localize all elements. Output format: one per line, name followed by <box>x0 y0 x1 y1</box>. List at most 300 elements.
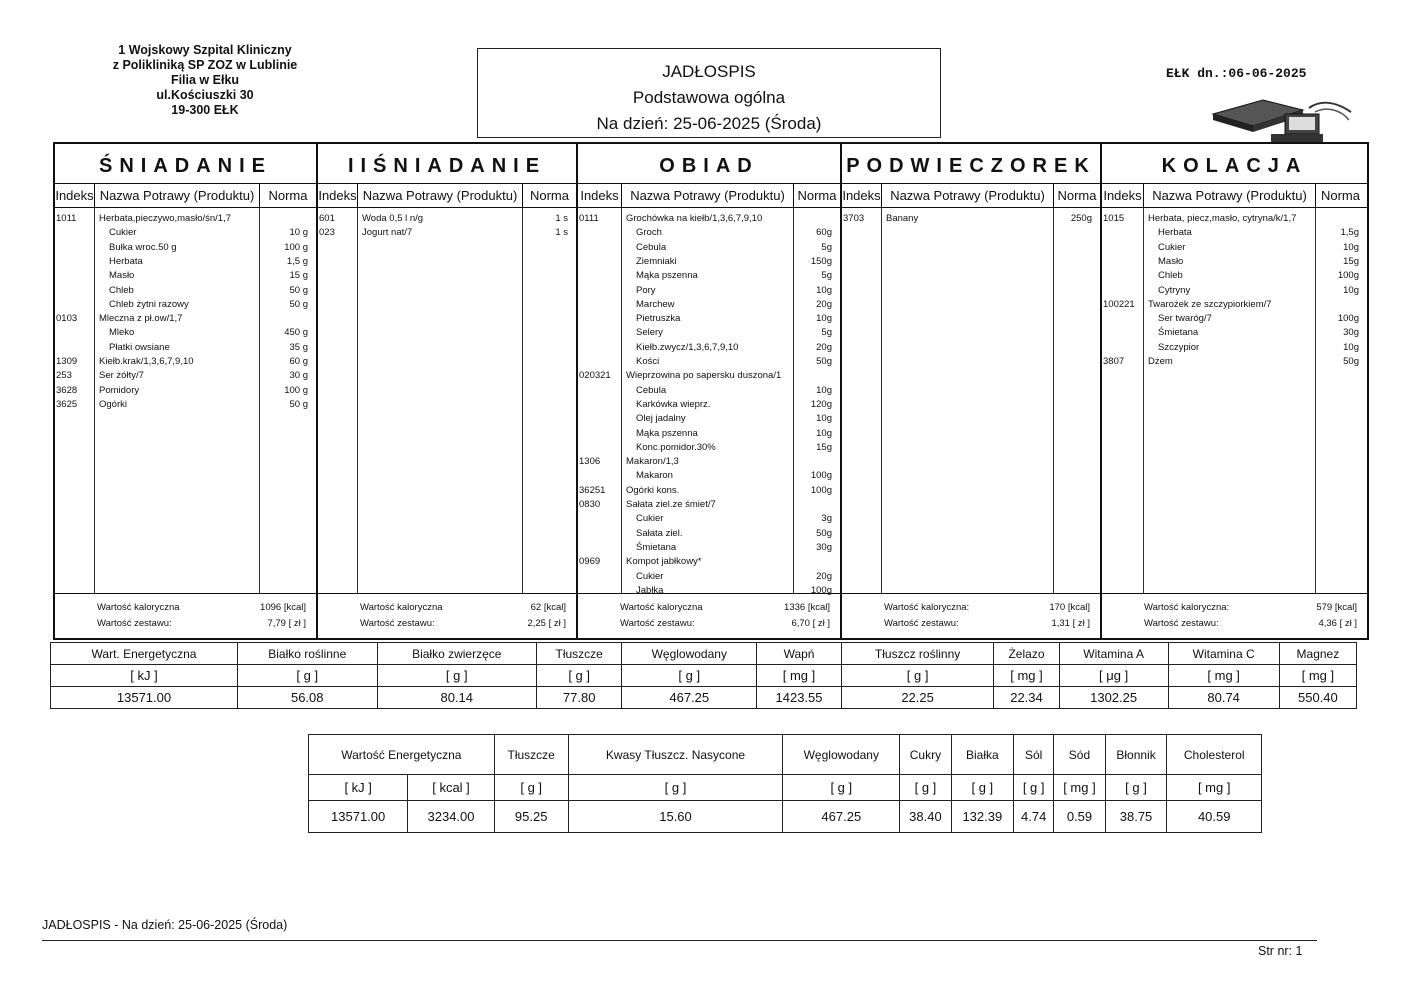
nutrient-unit: [ kJ ] <box>309 775 408 801</box>
nutrient-value: 95.25 <box>494 801 568 833</box>
print-date: EŁK dn.:06-06-2025 <box>1166 66 1307 81</box>
item-norm: 30 g <box>289 370 308 382</box>
nutrient-unit: [ g ] <box>900 775 951 801</box>
nutrient-header: Sód <box>1054 735 1105 775</box>
item-norm: 100g <box>810 584 832 596</box>
header-dish-name: Nazwa Potrawy (Produktu) <box>1144 184 1316 207</box>
header-dish-name: Nazwa Potrawy (Produktu) <box>622 184 794 207</box>
dish-name: Sałata ziel.ze śmiet/7 <box>626 499 716 510</box>
menu-item-row <box>1102 341 1367 355</box>
menu-date: Na dzień: 25-06-2025 (Środa) <box>596 114 822 133</box>
menu-item-row <box>578 427 840 441</box>
item-norm: 250g <box>1070 213 1092 224</box>
dish-name: Jogurt nat/7 <box>362 227 413 239</box>
dish-name: Herbata, piecz,masło, cytryna/k/1,7 <box>1148 213 1297 224</box>
item-norm: 50 g <box>289 298 308 310</box>
meal-items <box>55 208 316 594</box>
menu-item-row <box>55 241 316 255</box>
item-index: 36251 <box>579 484 606 496</box>
item-norm: 120g <box>810 398 832 410</box>
column-headers <box>55 184 316 208</box>
item-norm: 10g <box>1343 241 1359 253</box>
menu-item-row <box>55 384 316 398</box>
item-norm: 20g <box>816 298 832 310</box>
item-norm: 10g <box>1343 341 1359 353</box>
menu-item-row <box>318 226 576 240</box>
ingredient-name: Sałata ziel. <box>636 527 683 539</box>
ingredient-name: Mleko <box>109 327 135 339</box>
meal-column <box>1102 144 1367 638</box>
menu-item-row <box>578 484 840 498</box>
nutrient-unit: [ kJ ] <box>51 665 238 687</box>
nutrient-header: Wapń <box>757 643 842 665</box>
nutrient-header: Witamina C <box>1168 643 1279 665</box>
nutrient-unit: [ g ] <box>783 775 900 801</box>
nutrient-header: Witamina A <box>1059 643 1168 665</box>
ingredient-name: Selery <box>636 327 663 339</box>
ingredient-name: Ziemniaki <box>636 255 677 267</box>
nutrient-value: 4.74 <box>1014 801 1054 833</box>
nutrient-value: 77.80 <box>537 687 622 709</box>
menu-item-row <box>578 369 840 383</box>
meal-summary <box>578 593 840 638</box>
dish-name: Kiełb.krak/1,3,6,7,9,10 <box>99 356 194 367</box>
nutrient-unit: [ kcal ] <box>408 775 494 801</box>
calorie-value: 62 [kcal] <box>530 602 566 613</box>
nutrient-value: 22.25 <box>841 687 993 709</box>
ingredient-name: Chleb <box>109 284 134 296</box>
cost-label: Wartość zestawu: <box>360 618 435 629</box>
calorie-value: 1336 [kcal] <box>784 602 830 613</box>
nutrient-value: 132.39 <box>951 801 1013 833</box>
menu-item-row <box>578 570 840 584</box>
menu-item-row <box>55 269 316 283</box>
item-norm: 10 g <box>289 227 308 239</box>
nutrient-unit: [ g ] <box>622 665 757 687</box>
item-index: 3625 <box>56 398 78 410</box>
ingredient-name: Płatki owsiane <box>109 341 170 353</box>
item-norm: 20g <box>816 570 832 582</box>
menu-item-row <box>55 355 316 369</box>
diet-name: Podstawowa ogólna <box>632 88 786 107</box>
calorie-value: 579 [kcal] <box>1316 602 1357 613</box>
ingredient-name: Jabłka <box>636 584 664 596</box>
ingredient-name: Groch <box>636 227 662 239</box>
menu-item-row <box>55 226 316 240</box>
nutrient-header: Białka <box>951 735 1013 775</box>
meal-column <box>318 144 578 638</box>
nutrient-unit: [ g ] <box>237 665 377 687</box>
hospital-line: z Polikliniką SP ZOZ w Lublinie <box>112 58 298 72</box>
column-headers <box>1102 184 1367 208</box>
page-number: Str nr: 1 <box>1258 944 1303 958</box>
header-dish-name: Nazwa Potrawy (Produktu) <box>882 184 1054 207</box>
dish-name: Ser żółty/7 <box>99 370 144 382</box>
ingredient-name: Masło <box>1158 255 1184 267</box>
nutrient-value: 22.34 <box>994 687 1059 709</box>
ingredient-name: Herbata <box>109 255 143 267</box>
item-norm: 10g <box>1343 284 1359 296</box>
nutrient-unit: [ g ] <box>1105 775 1167 801</box>
cost-value: 4,36 [ zł ] <box>1318 618 1357 629</box>
menu-item-row <box>318 212 576 226</box>
nutrient-unit: [ g ] <box>537 665 622 687</box>
dish-name: Banany <box>886 213 919 224</box>
dish-name: Twarożek ze szczypiorkiem/7 <box>1148 298 1272 310</box>
ingredient-name: Cukier <box>636 570 664 582</box>
item-index: 1015 <box>1103 213 1125 224</box>
dish-name: Herbata,pieczywo,masło/śn/1,7 <box>99 213 232 224</box>
cost-label: Wartość zestawu: <box>1144 618 1219 629</box>
item-index: 601 <box>319 213 335 224</box>
nutrient-value: 0.59 <box>1054 801 1105 833</box>
nutrient-header: Kwasy Tłuszcz. Nasycone <box>568 735 783 775</box>
meal-title: IIŚNIADANIE <box>318 144 576 184</box>
menu-item-row <box>578 326 840 340</box>
header-dish-name: Nazwa Potrawy (Produktu) <box>358 184 523 207</box>
cost-value: 2,25 [ zł ] <box>527 618 566 629</box>
header-dish-name: Nazwa Potrawy (Produktu) <box>95 184 260 207</box>
column-headers <box>578 184 840 208</box>
menu-item-row <box>1102 226 1367 240</box>
hospital-line: 19-300 EŁK <box>171 103 239 117</box>
menu-item-row <box>1102 355 1367 369</box>
meal-title: KOLACJA <box>1102 144 1367 184</box>
nutrient-value: 467.25 <box>783 801 900 833</box>
header-index: Indeks <box>318 184 358 207</box>
ingredient-name: Pietruszka <box>636 313 681 325</box>
menu-item-row <box>578 341 840 355</box>
header-norm: Norma <box>1057 188 1097 203</box>
nutrition-facts-table <box>308 734 1262 833</box>
item-norm: 100g <box>1337 313 1359 325</box>
item-norm: 60 g <box>289 356 308 367</box>
nutrient-unit: [ mg ] <box>757 665 842 687</box>
calorie-value: 170 [kcal] <box>1049 602 1090 613</box>
menu-item-row <box>578 212 840 226</box>
item-norm: 1 s <box>555 213 568 224</box>
ingredient-name: Kiełb.zwycz/1,3,6,7,9,10 <box>636 341 739 353</box>
menu-item-row <box>578 412 840 426</box>
item-norm: 15 g <box>289 270 308 282</box>
item-index: 0830 <box>579 499 601 510</box>
menu-item-row <box>55 212 316 226</box>
nutrient-unit: [ mg ] <box>1167 775 1262 801</box>
hospital-line: Filia w Ełku <box>170 73 240 87</box>
item-norm: 10g <box>816 284 832 296</box>
cost-label: Wartość zestawu: <box>620 618 695 629</box>
meal-summary <box>842 593 1100 638</box>
item-norm: 100g <box>810 484 832 496</box>
meal-column <box>842 144 1102 638</box>
menu-item-row <box>578 512 840 526</box>
ingredient-name: Śmietana <box>636 541 677 553</box>
ingredient-name: Cebula <box>636 241 667 253</box>
item-index: 1306 <box>579 456 601 468</box>
meal-title: ŚNIADANIE <box>55 144 316 184</box>
item-norm: 10g <box>816 413 832 425</box>
menu-item-row <box>578 441 840 455</box>
nutrient-unit: [ g ] <box>951 775 1013 801</box>
item-norm: 20g <box>816 341 832 353</box>
item-index: 0969 <box>579 556 601 568</box>
menu-item-row <box>578 241 840 255</box>
ingredient-name: Pory <box>636 284 656 296</box>
title-box <box>477 48 941 138</box>
nutrient-header: Wartość Energetyczna <box>309 735 495 775</box>
dish-name: Kompot jabłkowy* <box>626 556 702 568</box>
nutrient-value: 13571.00 <box>51 687 238 709</box>
ingredient-name: Cebula <box>636 384 667 396</box>
nutrient-unit: [ g ] <box>494 775 568 801</box>
menu-item-row <box>55 341 316 355</box>
menu-item-row <box>578 527 840 541</box>
header-index: Indeks <box>578 184 622 207</box>
nutrient-summary-table <box>50 642 1357 709</box>
nutrient-value: 56.08 <box>237 687 377 709</box>
menu-item-row <box>578 384 840 398</box>
ingredient-name: Makaron <box>636 470 673 482</box>
ingredient-name: Cytryny <box>1158 284 1191 296</box>
menu-item-row <box>578 455 840 469</box>
menu-item-row <box>1102 284 1367 298</box>
menu-item-row <box>578 398 840 412</box>
calorie-label: Wartość kaloryczna <box>360 602 443 613</box>
item-index: 020321 <box>579 370 611 382</box>
menu-item-row <box>578 355 840 369</box>
item-norm: 50 g <box>289 398 308 410</box>
item-norm: 10g <box>816 384 832 396</box>
calorie-label: Wartość kaloryczna: <box>884 602 970 613</box>
nutrient-value: 38.75 <box>1105 801 1167 833</box>
item-norm: 50g <box>816 527 832 539</box>
page-title: JADŁOSPIS <box>662 62 756 81</box>
nutrient-header: Cholesterol <box>1167 735 1262 775</box>
item-norm: 1,5 g <box>286 255 308 267</box>
dish-name: Dżem <box>1148 356 1173 367</box>
ingredient-name: Cukier <box>109 227 137 239</box>
hospital-line: 1 Wojskowy Szpital Kliniczny <box>118 43 292 57</box>
nutrient-value: 15.60 <box>568 801 783 833</box>
meal-summary <box>318 593 576 638</box>
meal-summary <box>55 593 316 638</box>
item-norm: 1 s <box>555 227 568 239</box>
cost-label: Wartość zestawu: <box>97 618 172 629</box>
nutrient-unit: [ g ] <box>841 665 993 687</box>
item-index: 3807 <box>1103 356 1125 367</box>
nutrient-header: Białko roślinne <box>237 643 377 665</box>
item-norm: 1,5g <box>1340 227 1359 239</box>
menu-item-row <box>578 555 840 569</box>
column-divider <box>881 208 882 594</box>
item-norm: 60g <box>816 227 832 239</box>
nutrient-value: 80.74 <box>1168 687 1279 709</box>
header-index: Indeks <box>55 184 95 207</box>
item-norm: 5g <box>821 241 832 253</box>
nutrient-value: 1423.55 <box>757 687 842 709</box>
column-headers <box>842 184 1100 208</box>
menu-item-row <box>55 312 316 326</box>
hospital-line: ul.Kościuszki 30 <box>156 88 254 102</box>
nutrient-header: Sól <box>1014 735 1054 775</box>
ingredient-name: Olej jadalny <box>636 413 686 425</box>
item-index: 023 <box>319 227 335 239</box>
header-norm: Norma <box>797 188 837 203</box>
calorie-label: Wartość kaloryczna <box>97 602 180 613</box>
ingredient-name: Cukier <box>1158 241 1186 253</box>
nutrient-value: 467.25 <box>622 687 757 709</box>
menu-item-row <box>55 369 316 383</box>
nutrient-header: Cukry <box>900 735 951 775</box>
header-index: Indeks <box>842 184 882 207</box>
menu-item-row <box>1102 241 1367 255</box>
nutrient-header: Tłuszcz roślinny <box>841 643 993 665</box>
menu-item-row <box>578 255 840 269</box>
ingredient-name: Marchew <box>636 298 675 310</box>
meal-column <box>55 144 318 638</box>
menu-item-row <box>578 469 840 483</box>
footer-divider <box>42 940 1317 941</box>
nutrient-value: 38.40 <box>900 801 951 833</box>
item-norm: 450 g <box>284 327 308 339</box>
item-norm: 15g <box>816 441 832 453</box>
nutrient-header: Tłuszcze <box>537 643 622 665</box>
ingredient-name: Herbata <box>1158 227 1192 239</box>
menu-item-row <box>578 498 840 512</box>
item-index: 0111 <box>579 213 599 224</box>
menu-item-row <box>55 398 316 412</box>
ingredient-name: Cukier <box>636 513 664 525</box>
meal-items <box>578 208 840 594</box>
header-index: Indeks <box>1102 184 1144 207</box>
nutrient-unit: [ mg ] <box>1279 665 1356 687</box>
menu-item-row <box>1102 269 1367 283</box>
nutrient-unit: [ g ] <box>568 775 783 801</box>
meal-table <box>53 142 1369 640</box>
ingredient-name: Szczypior <box>1158 341 1200 353</box>
item-norm: 30g <box>1343 327 1359 339</box>
item-index: 3628 <box>56 384 78 396</box>
nutrient-header: Białko zwierzęce <box>377 643 537 665</box>
item-index: 253 <box>56 370 72 382</box>
ingredient-name: Chleb żytni razowy <box>109 298 189 310</box>
ingredient-name: Bułka wroc.50 g <box>109 241 177 253</box>
menu-item-row <box>1102 312 1367 326</box>
dish-name: Makaron/1,3 <box>626 456 679 468</box>
item-index: 3703 <box>843 213 865 224</box>
item-index: 1011 <box>56 213 77 224</box>
nutrient-unit: [ mg ] <box>1054 775 1105 801</box>
menu-item-row <box>55 255 316 269</box>
nutrient-header: Tłuszcze <box>494 735 568 775</box>
ingredient-name: Chleb <box>1158 270 1183 282</box>
calorie-label: Wartość kaloryczna: <box>1144 602 1230 613</box>
dish-name: Pomidory <box>99 384 140 396</box>
column-divider <box>1053 208 1054 594</box>
dish-name: Wieprzowina po sapersku duszona/1 <box>626 370 782 382</box>
item-index: 0103 <box>56 313 78 325</box>
dish-name: Ogórki kons. <box>626 484 680 496</box>
menu-item-row <box>578 269 840 283</box>
item-norm: 150g <box>810 255 832 267</box>
item-norm: 50 g <box>289 284 308 296</box>
calorie-label: Wartość kaloryczna <box>620 602 703 613</box>
item-norm: 5g <box>821 270 832 282</box>
menu-item-row <box>578 312 840 326</box>
menu-item-row <box>55 326 316 340</box>
nutrient-value: 13571.00 <box>309 801 408 833</box>
meal-items <box>842 208 1100 594</box>
menu-item-row <box>1102 326 1367 340</box>
menu-item-row <box>55 284 316 298</box>
header-norm: Norma <box>1320 188 1360 203</box>
hospital-address <box>60 43 350 118</box>
dish-name: Mleczna z pł.ow/1,7 <box>99 313 183 325</box>
menu-item-row <box>578 284 840 298</box>
nutrient-header: Węglowodany <box>622 643 757 665</box>
nutrient-unit: [ g ] <box>377 665 537 687</box>
menu-item-row <box>1102 212 1367 226</box>
cost-value: 1,31 [ zł ] <box>1051 618 1090 629</box>
dish-name: Woda 0,5 l n/g <box>362 213 424 224</box>
nutrient-value: 3234.00 <box>408 801 494 833</box>
ingredient-name: Konc.pomidor.30% <box>636 441 716 453</box>
item-norm: 100 g <box>284 241 308 253</box>
menu-item-row <box>842 212 1100 226</box>
nutrient-header: Wart. Energetyczna <box>51 643 238 665</box>
ingredient-name: Kości <box>636 356 660 367</box>
nutrient-value: 1302.25 <box>1059 687 1168 709</box>
nutrient-unit: [ μg ] <box>1059 665 1168 687</box>
dish-name: Ogórki <box>99 398 127 410</box>
nutrient-header: Magnez <box>1279 643 1356 665</box>
ingredient-name: Śmietana <box>1158 327 1199 339</box>
nutrient-unit: [ g ] <box>1014 775 1054 801</box>
item-norm: 100g <box>1337 270 1359 282</box>
item-norm: 10g <box>816 313 832 325</box>
menu-item-row <box>578 298 840 312</box>
cost-value: 6,70 [ zł ] <box>791 618 830 629</box>
header-norm: Norma <box>268 188 308 203</box>
column-divider <box>357 208 358 594</box>
item-norm: 5g <box>821 327 832 339</box>
item-norm: 50g <box>816 356 832 367</box>
nutrient-header: Błonnik <box>1105 735 1167 775</box>
meal-title: PODWIECZOREK <box>842 144 1100 184</box>
nutrient-value: 40.59 <box>1167 801 1262 833</box>
item-norm: 50g <box>1343 356 1359 367</box>
ingredient-name: Masło <box>109 270 135 282</box>
menu-item-row <box>1102 298 1367 312</box>
ingredient-name: Karkówka wieprz. <box>636 398 711 410</box>
nutrient-unit: [ mg ] <box>1168 665 1279 687</box>
footer-date: JADŁOSPIS - Na dzień: 25-06-2025 (Środa) <box>42 918 288 932</box>
item-norm: 30g <box>816 541 832 553</box>
item-norm: 3g <box>821 513 832 525</box>
menu-item-row <box>55 298 316 312</box>
ingredient-name: Mąka pszenna <box>636 427 698 439</box>
column-divider <box>522 208 523 594</box>
item-norm: 100g <box>810 470 832 482</box>
menu-item-row <box>1102 255 1367 269</box>
cost-label: Wartość zestawu: <box>884 618 959 629</box>
column-headers <box>318 184 576 208</box>
meal-items <box>318 208 576 594</box>
nutrient-header: Żelazo <box>994 643 1059 665</box>
nutrient-value: 550.40 <box>1279 687 1356 709</box>
meal-summary <box>1102 593 1367 638</box>
meal-title: OBIAD <box>578 144 840 184</box>
